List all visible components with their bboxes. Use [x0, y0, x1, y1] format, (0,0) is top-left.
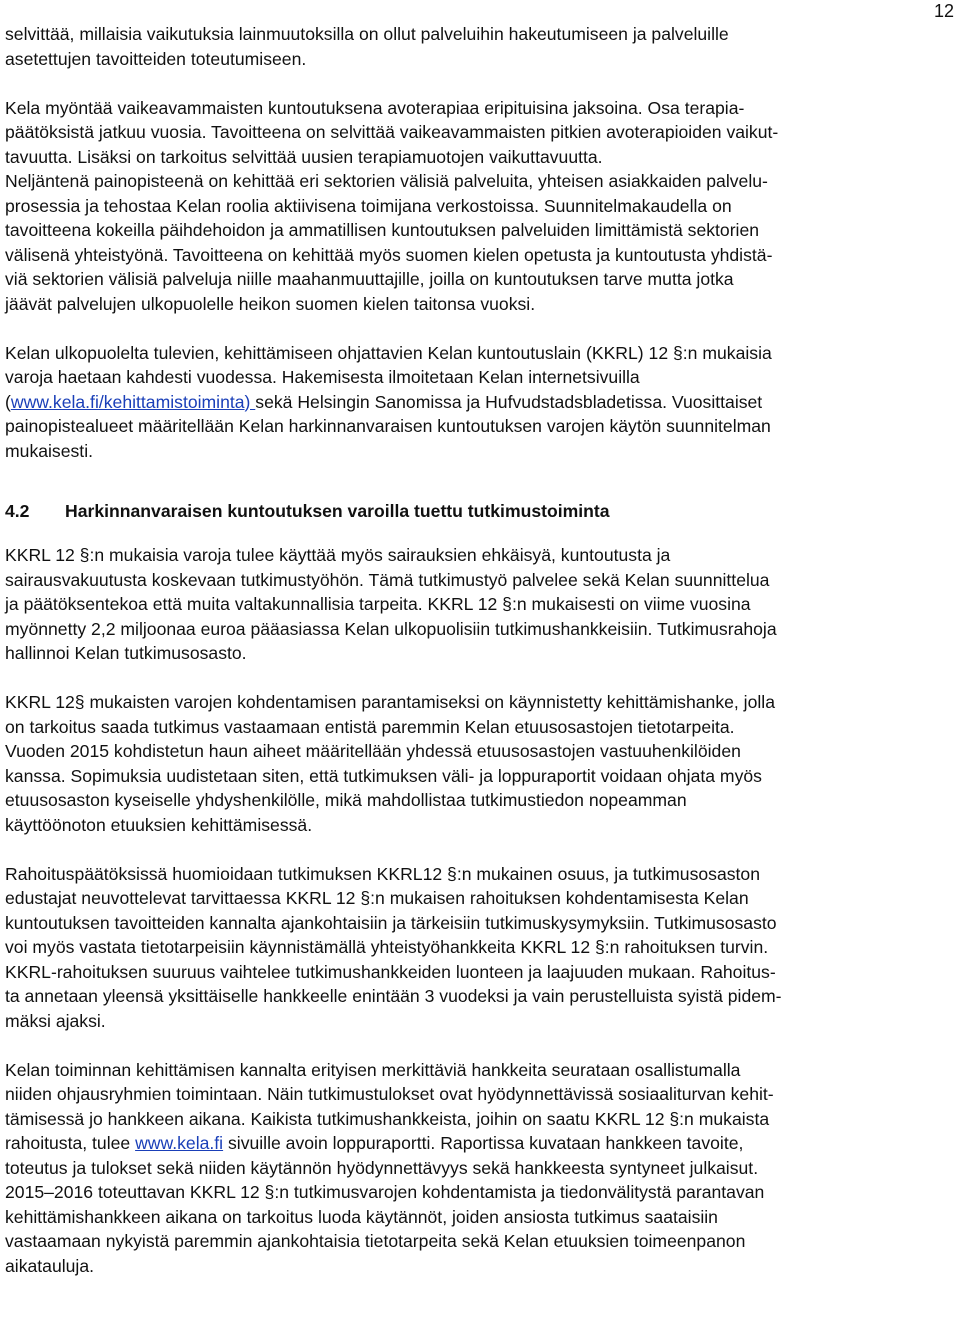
- text-line: KKRL 12 §:n mukaisia varoja tulee käyttää myös sairauksien ehkäisyä, kuntoutusta ja: [5, 545, 671, 565]
- text-line: tavuutta. Lisäksi on tarkoitus selvittää uusien terapiamuotojen vaikuttavuutta.: [5, 146, 603, 167]
- text-line: välisenä yhteistyönä. Tavoitteena on kehittää myös suomen kielen opetusta ja kuntoutusta yhdistä-: [5, 244, 773, 265]
- text-line: edustajat neuvottelevat tarvittaessa KKRL 12 §:n mukaisen rahoituksen kohdentamisesta Kelan: [5, 888, 749, 908]
- paragraph-avoterapia: [5, 96, 953, 317]
- text-line: varoja haetaan kahdesti vuodessa. Hakemisesta ilmoitetaan Kelan internetsivuilla: [5, 367, 640, 387]
- paragraph-intro-continuation: [5, 22, 953, 71]
- text-line: selvittää, millaisia vaikutuksia lainmuutoksilla on ollut palveluihin hakeutumiseen ja palveluille: [5, 24, 729, 44]
- text-line: ta annetaan yleensä yksittäiselle hankkeelle enintään 3 vuodeksi ja vain perustelluista syistä pidem-: [5, 986, 782, 1006]
- text-line: KKRL-rahoituksen suuruus vaihtelee tutkimushankkeiden luonteen ja laajuuden mukaan. Rahoitus-: [5, 961, 776, 982]
- text-line: aikatauluja.: [5, 1255, 95, 1276]
- text-line: hallinnoi Kelan tutkimusosasto.: [5, 643, 247, 663]
- text-line: Neljäntenä painopisteenä on kehittää eri sektorien välisiä palveluita, yhteisen asiakkaiden palvelu-: [5, 171, 768, 191]
- text-line: prosessia ja tehostaa Kelan roolia aktiivisena toimijana verkostoissa. Suunnitelmakaudella on: [5, 195, 732, 216]
- text-line: jäävät palvelujen ulkopuolelle heikon suomen kielen taitonsa vuoksi.: [5, 293, 536, 314]
- text-line: käyttöönoton etuuksien kehittämisessä.: [5, 814, 313, 835]
- text-line: on tarkoitus saada tutkimus vastaamaan entistä paremmin Kelan etuusosastojen tietotarpeita.: [5, 716, 735, 737]
- text-line: ja päätöksentekoa että muita valtakunnallisia tarpeita. KKRL 12 §:n mukaisesti on viime vuosina: [5, 594, 751, 614]
- text-line: sivuille avoin loppuraportti. Raportissa kuvataan hankkeen tavoite,: [223, 1133, 744, 1153]
- text-line: voi myös vastata tietotarpeisiin käynnistämällä yhteistyöhankkeita KKRL 12 §:n rahoituksen turvin.: [5, 937, 769, 957]
- section-number: 4.2: [5, 501, 30, 521]
- text-line: sairausvakuutusta koskevaan tutkimustyöhön. Tämä tutkimustyö palvelee sekä Kelan suunnittelua: [5, 569, 770, 590]
- text-line: tämisessä jo hankkeen aikana. Kaikista tutkimushankkeista, joihin on saatu KKRL 12 §:n mukaista: [5, 1108, 770, 1129]
- text-line: Vuoden 2015 kohdistetun haun aiheet määritellään yhdessä etuusosastojen vastuuhenkilöiden: [5, 741, 741, 761]
- section-title: Harkinnanvaraisen kuntoutuksen varoilla tuettu tutkimustoiminta: [65, 501, 610, 521]
- text-line: (: [5, 391, 11, 412]
- kela-fi-link[interactable]: www.kela.fi: [135, 1133, 224, 1153]
- text-line: Kelan toiminnan kehittämisen kannalta erityisen merkittäviä hankkeita seurataan osallistumalla: [5, 1059, 741, 1080]
- text-line: toteutus ja tulokset sekä niiden käytännön hyödynnettävyys sekä hankkeesta syntyneet julkaisut.: [5, 1157, 759, 1178]
- text-line: kanssa. Sopimuksia uudistetaan siten, että tutkimuksen väli- ja loppuraportit voidaan ohjata myös: [5, 765, 762, 786]
- text-line: rahoitusta, tulee: [5, 1133, 136, 1153]
- text-line: päätöksistä jatkuu vuosia. Tavoitteena on selvittää vaikeavammaisten pitkien avoterapioiden vaikut-: [5, 122, 779, 142]
- text-line: Rahoituspäätöksissä huomioidaan tutkimuksen KKRL12 §:n mukainen osuus, ja tutkimusosaston: [5, 863, 761, 884]
- paragraph-development-project: [5, 690, 953, 837]
- paragraph-funding-decisions: [5, 862, 953, 1034]
- paragraph-research-funds: [5, 543, 953, 666]
- text-line: viä sektorien välisiä palveluja niille maahanmuuttajille, joilla on kuntoutuksen tarve mutta jotka: [5, 269, 734, 289]
- text-line: mäksi ajaksi.: [5, 1010, 106, 1031]
- text-line: kehittämishankkeen aikana on tarkoitus luoda käytännöt, joiden ansiosta tutkimus saataisiin: [5, 1206, 718, 1227]
- text-line: KKRL 12§ mukaisten varojen kohdentamisen parantamiseksi on käynnistetty kehittämishanke, jolla: [5, 692, 775, 712]
- text-line: painopistealueet määritellään Kelan harkinnanvaraisen kuntoutuksen varojen käytön suunnitelman: [5, 416, 771, 436]
- text-line: etuusosaston kyseiselle yhdyshenkilölle, mikä mahdollistaa tutkimustiedon nopeamman: [5, 790, 687, 810]
- text-line: Kela myöntää vaikeavammaisten kuntoutuksena avoterapiaa eripituisina jaksoina. Osa terapia-: [5, 97, 745, 118]
- section-heading: [5, 499, 953, 523]
- text-line: myönnetty 2,2 miljoonaa euroa pääasiassa Kelan ulkopuolisiin tutkimushankkeisiin. Tutkimusrahoja: [5, 618, 777, 639]
- page-number: 12: [933, 1, 954, 21]
- kehittamistoiminta-link[interactable]: www.kela.fi/kehittamistoiminta): [10, 391, 256, 412]
- text-line: Kelan ulkopuolelta tulevien, kehittämiseen ohjattavien Kelan kuntoutuslain (KKRL) 12 §:n mukaisia: [5, 342, 772, 363]
- text-line: kuntoutuksen tavoitteiden kannalta ajankohtaisiin ja tärkeisiin tutkimuskysymyksiin. Tutkimusosasto: [5, 912, 777, 933]
- paragraph-funding-application: [5, 341, 953, 464]
- text-line: tavoitteena kokeilla päihdehoidon ja ammatillisen kuntoutuksen palveluiden limittämistä sektorien: [5, 220, 760, 240]
- document-body: [5, 22, 953, 1278]
- paragraph-steering-groups: [5, 1058, 953, 1279]
- text-line: sekä Helsingin Sanomissa ja Hufvudstadsbladetissa. Vuosittaiset: [255, 391, 763, 412]
- text-line: mukaisesti.: [5, 440, 93, 461]
- text-line: 2015–2016 toteuttavan KKRL 12 §:n tutkimusvarojen kohdentamista ja tiedonvälitystä parantavan: [5, 1182, 765, 1202]
- text-line: vastaamaan nykyistä paremmin ajankohtaisia tietotarpeita sekä Kelan etuuksien toimeenpanon: [5, 1231, 746, 1251]
- text-line: niiden ohjausryhmien toimintaan. Näin tutkimustulokset ovat hyödynnettävissä sosiaaliturvan kehit-: [5, 1084, 774, 1104]
- text-line: asetettujen tavoitteiden toteutumiseen.: [5, 48, 307, 69]
